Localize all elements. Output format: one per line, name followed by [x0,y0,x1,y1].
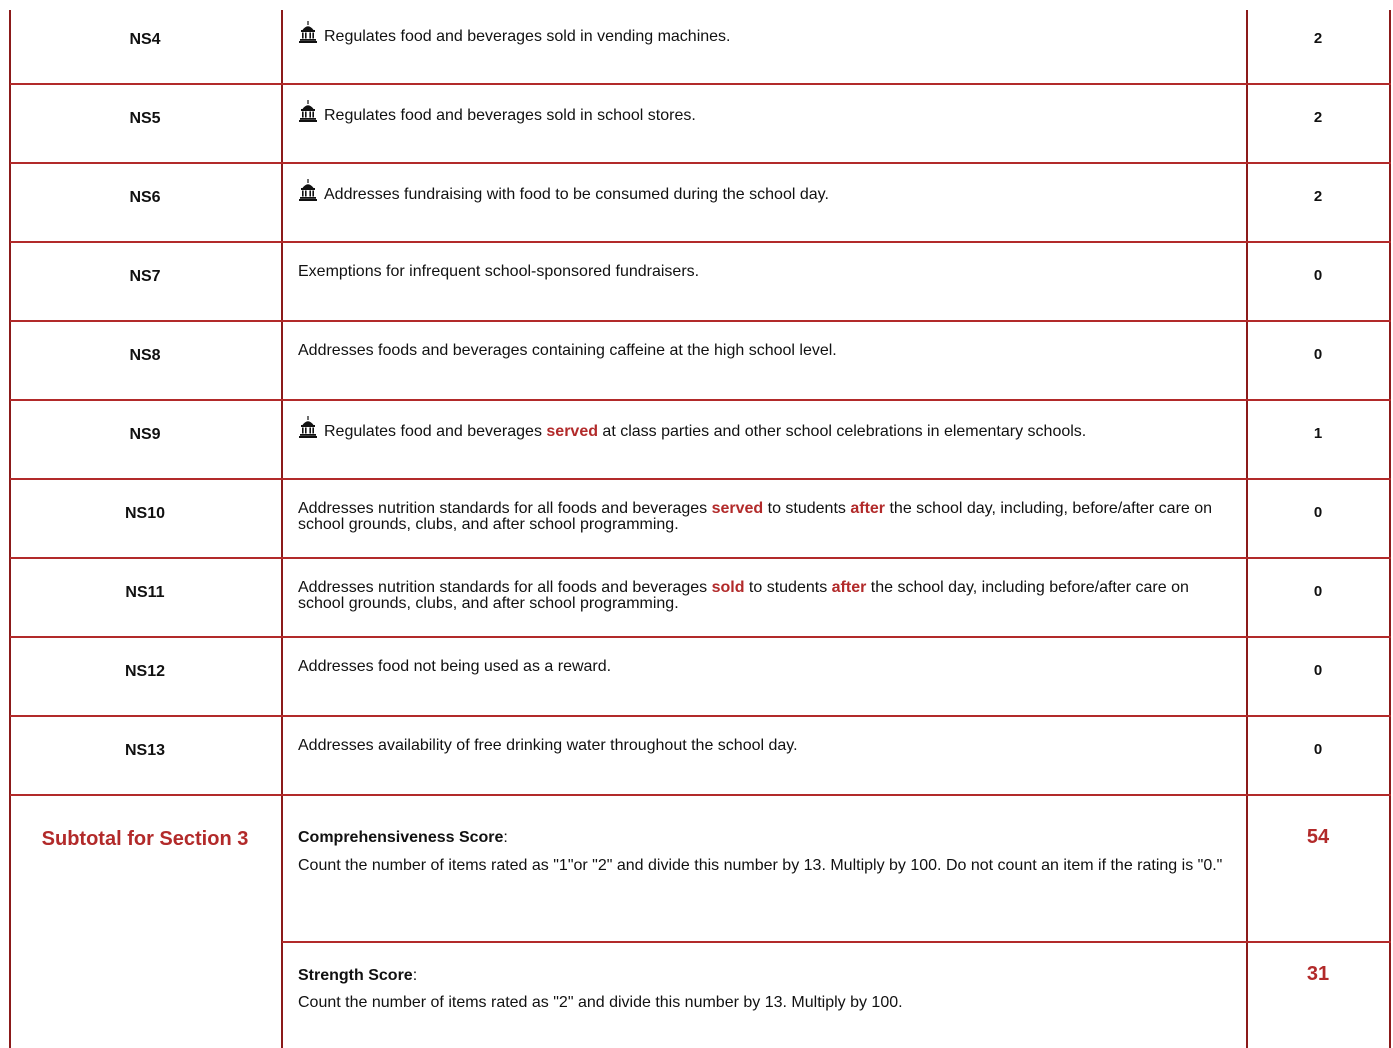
table-border-code-desc [281,10,283,1048]
item-code: NS13 [124,742,166,759]
capitol-building-icon [298,416,318,442]
item-description [298,343,1228,359]
description-text: to students [763,500,851,517]
description-text: Regulates food and beverages [324,423,547,440]
highlighted-term: after [850,500,886,517]
item-score: 0 [1313,741,1323,758]
strength-score: 31 [1306,963,1330,985]
item-code: NS5 [129,110,161,127]
table-border-left [9,10,11,1048]
item-code: NS9 [129,426,161,443]
description-text: Addresses availability of free drinking water throughout the school day. [298,737,798,754]
item-score: 1 [1313,425,1323,442]
item-description [298,501,1228,533]
item-score: 0 [1313,346,1323,363]
row-divider [10,241,1391,243]
item-score: 2 [1313,188,1323,205]
subtotal-label: Subtotal for Section 3 [41,828,249,850]
item-score: 0 [1313,267,1323,284]
item-description [298,738,1228,754]
item-code: NS4 [129,31,161,48]
description-text: Addresses nutrition standards for all foods and beverages [298,579,712,596]
item-description [298,179,1228,205]
row-divider [10,162,1391,164]
item-code: NS11 [125,584,165,601]
description-text: Exemptions for infrequent school-sponsored fundraisers. [298,263,700,280]
item-description [298,580,1228,612]
item-description [298,659,1228,675]
item-code: NS7 [129,268,161,285]
item-score: 0 [1313,583,1323,600]
subtotal-divider [282,941,1391,943]
row-divider [10,557,1391,559]
item-code: NS6 [129,189,161,206]
row-divider [10,83,1391,85]
description-text: Addresses nutrition standards for all foods and beverages [298,500,712,517]
description-text: to students [744,579,832,596]
row-divider [10,715,1391,717]
highlighted-term: served [711,500,764,517]
description-text: at class parties and other school celebrations in elementary schools. [597,423,1087,440]
highlighted-term: after [831,579,867,596]
description-text: Addresses foods and beverages containing caffeine at the high school level. [298,342,837,359]
row-divider [10,399,1391,401]
item-description [298,21,1228,47]
item-code: NS10 [124,505,166,522]
item-score: 2 [1313,30,1323,47]
strength-instructions: Count the number of items rated as "2" and divide this number by 13. Multiply by 100. [298,994,903,1011]
item-description [298,100,1228,126]
table-border-desc-score [1246,10,1248,1048]
table-border-right [1389,10,1391,1048]
comprehensiveness-score: 54 [1306,826,1330,848]
item-description [298,264,1228,280]
description-text: Regulates food and beverages sold in school stores. [324,107,696,124]
item-description [298,416,1228,442]
description-text: the school day, including before/after care on school grounds, clubs, and after school programming. [298,579,1189,612]
highlighted-term: served [546,423,598,440]
item-score: 0 [1313,662,1323,679]
description-text: Regulates food and beverages sold in vending machines. [324,28,731,45]
comprehensiveness-instructions: Count the number of items rated as "1"or "2" and divide this number by 13. Multiply by 100. Do not count an item if the rating is "0." [298,857,1223,874]
capitol-building-icon [298,100,318,126]
description-text: Addresses fundraising with food to be consumed during the school day. [324,186,829,203]
item-code: NS12 [124,663,166,680]
comprehensiveness-title: Comprehensiveness Score: [298,829,508,846]
item-code: NS8 [129,347,161,364]
strength-title: Strength Score: [298,967,418,984]
row-divider [10,320,1391,322]
description-text: the school day, including, before/after care on school grounds, clubs, and after school programming. [298,500,1213,533]
capitol-building-icon [298,21,318,47]
item-score: 2 [1313,109,1323,126]
row-divider [10,794,1391,796]
item-score: 0 [1313,504,1323,521]
description-text: Addresses food not being used as a reward. [298,658,612,675]
capitol-building-icon [298,179,318,205]
highlighted-term: sold [711,579,745,596]
row-divider [10,478,1391,480]
row-divider [10,636,1391,638]
